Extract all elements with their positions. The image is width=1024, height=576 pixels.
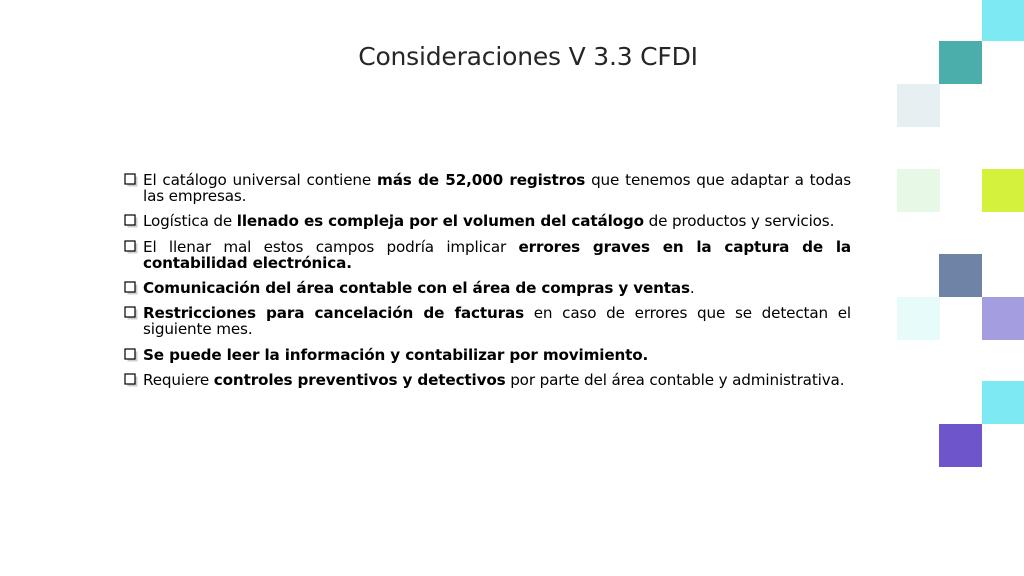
bullet-item [124, 239, 851, 271]
checkbox-bullet-icon [124, 306, 140, 322]
bullet-item [124, 372, 851, 388]
decor-square [939, 424, 982, 467]
slide-title: Consideraciones V 3.3 CFDI [358, 42, 698, 71]
bullet-item [124, 347, 851, 363]
bullet-text-bold: Restricciones para cancelación de facturas [143, 304, 524, 323]
decor-square [939, 254, 982, 297]
bullet-text-bold: controles preventivos y detectivos [213, 370, 506, 389]
decor-square [982, 297, 1024, 340]
decor-square [897, 297, 940, 340]
decor-square [982, 381, 1024, 424]
bullet-text: Requiere [143, 370, 214, 389]
decor-square [939, 41, 982, 84]
checkbox-bullet-icon [124, 240, 140, 256]
decor-square [897, 84, 940, 127]
checkbox-bullet-icon [124, 348, 140, 364]
bullet-item [124, 280, 851, 296]
decor-square [982, 0, 1024, 41]
decor-square [897, 169, 940, 212]
bullet-text: Logística de [143, 212, 237, 231]
checkbox-bullet-icon [124, 214, 140, 230]
bullet-text: El llenar mal estos campos podría implicar [143, 237, 519, 256]
bullet-item [124, 213, 851, 229]
bullet-item [124, 172, 851, 204]
bullet-text: por parte del área contable y administrativa. [505, 370, 845, 389]
bullet-text-bold: llenado es compleja por el volumen del catálogo [236, 212, 644, 231]
bullet-text: en caso de errores que se detectan el siguiente mes. [143, 304, 851, 339]
bullet-list [124, 172, 851, 397]
bullet-text: de productos y servicios. [643, 212, 835, 231]
bullet-text: que tenemos que adaptar a todas las empresas. [143, 171, 852, 206]
decor-square [982, 169, 1024, 212]
checkbox-bullet-icon [124, 173, 140, 189]
bullet-text: El catálogo universal contiene [143, 171, 378, 189]
checkbox-bullet-icon [124, 373, 140, 389]
bullet-text: . [689, 279, 695, 298]
bullet-text-bold: errores graves en la captura de la contabilidad electrónica. [143, 237, 851, 272]
checkbox-bullet-icon [124, 281, 140, 297]
bullet-text-bold: Comunicación del área contable con el área de compras y ventas [143, 279, 690, 298]
bullet-text-bold: más de 52,000 registros [377, 171, 586, 189]
bullet-item [124, 305, 851, 337]
bullet-text-bold: Se puede leer la información y contabilizar por movimiento. [143, 345, 649, 364]
